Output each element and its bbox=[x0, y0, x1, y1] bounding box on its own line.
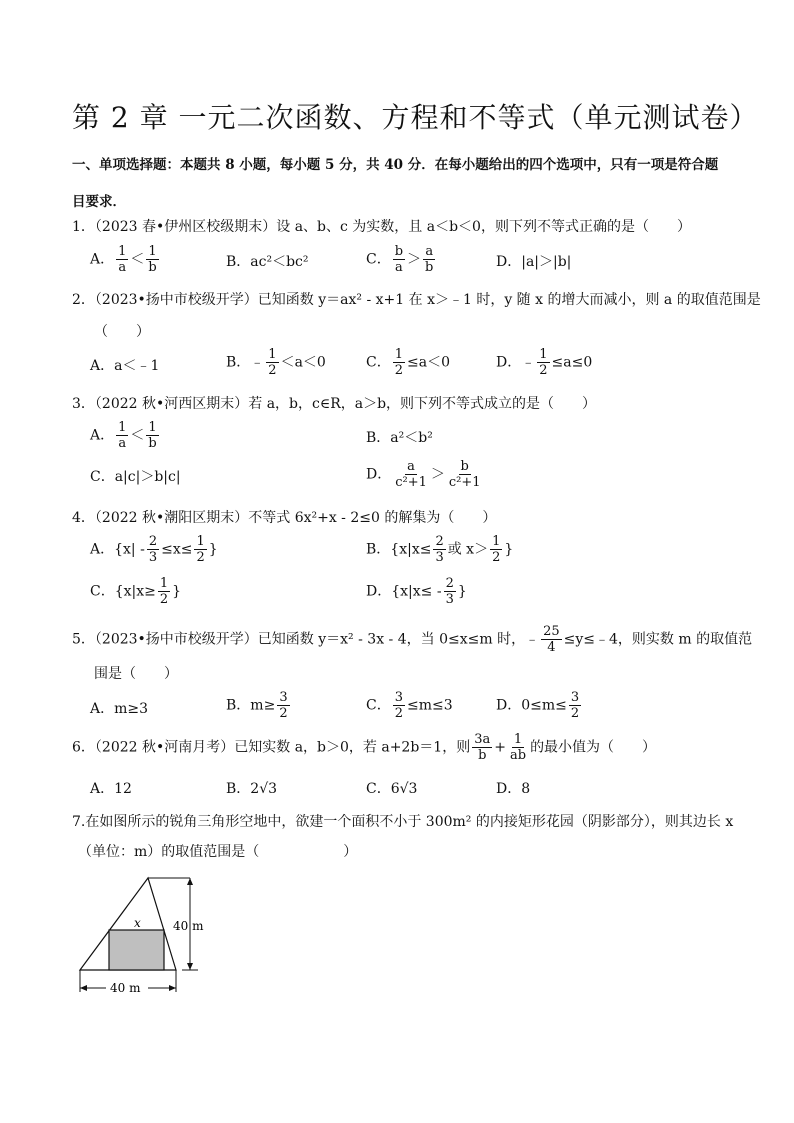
q1-option-b: B．ac²＜bc² bbox=[226, 254, 309, 270]
question-3-stem: 3．（2022 秋•河西区期末）若 a，b，c∈R，a＞b，则下列不等式成立的是（ ） bbox=[72, 396, 597, 412]
question-7-stem: 7.在如图所示的锐角三角形空地中，欲建一个面积不小于 300m² 的内接矩形花园（阴影部分），则其边长 x bbox=[72, 814, 734, 830]
question-4-stem: 4．（2022 秋•潮阳区期末）不等式 6x²+x - 2≤0 的解集为（ ） bbox=[72, 510, 497, 526]
q5-option-d: D．0≤m≤ $\frac{3}{2}$ bbox=[496, 690, 580, 721]
q3-option-d: D． $\frac{a}{\text{c²+1}}$ ＞ $\frac{b}{\text{c²+1}}$ bbox=[366, 459, 481, 490]
question-1-stem: 1．（2023 春•伊州区校级期末）设 a、b、c 为实数，且 a＜b＜0，则下列不等式正确的是（ ） bbox=[72, 219, 691, 235]
question-5-stem: 5．（2023•扬中市校级开学）已知函数 y＝x² - 3x - 4，当 0≤x≤m 时，﹣ $\frac{25}{4}$ ≤y≤﹣4，则实数 m 的取值范 bbox=[72, 624, 753, 655]
section-heading: 一、单项选择题：本题共 8 小题，每小题 5 分，共 40 分．在每小题给出的四个选项中，只有一项是符合题 bbox=[72, 157, 719, 173]
q6-option-b: B．2√3 bbox=[226, 781, 278, 797]
q4-option-a: A．{x| - $\frac{2}{3}$ ≤x≤ $\frac{1}{2}$ } bbox=[90, 534, 218, 565]
q3-option-a: A． $\frac{1}{a}$ ＜ $\frac{1}{b}$ bbox=[90, 420, 157, 451]
label-base: 40 m bbox=[110, 981, 141, 995]
q3-option-b: B．a²＜b² bbox=[366, 430, 433, 446]
question-2-stem-cont: （ ） bbox=[94, 324, 150, 340]
q5-option-c: C． $\frac{3}{2}$ ≤m≤3 bbox=[366, 690, 453, 721]
label-x: x bbox=[134, 916, 141, 930]
section-heading-cont: 目要求． bbox=[72, 194, 126, 210]
q2-option-d: D．﹣ $\frac{1}{2}$ ≤a≤0 bbox=[496, 347, 593, 378]
q3-option-c: C．a|c|＞b|c| bbox=[90, 469, 181, 485]
question-2-stem: 2．（2023•扬中市校级开学）已知函数 y＝ax² - x+1 在 x＞﹣1 时，y 随 x 的增大而减小，则 a 的取值范围是 bbox=[72, 292, 761, 308]
q4-option-b: B．{x|x≤ $\frac{2}{3}$ 或 x＞ $\frac{1}{2}$ } bbox=[366, 534, 514, 565]
page-title: 第 2 章 一元二次函数、方程和不等式（单元测试卷） bbox=[72, 101, 759, 134]
q2-option-b: B．﹣ $\frac{1}{2}$ ＜a＜0 bbox=[226, 347, 326, 378]
question-6-stem: 6．（2022 秋•河南月考）已知实数 a，b＞0，若 a+2b＝1，则 $\frac{3a}{b}$ + $\frac{1}{ab}$ 的最小值为（ ） bbox=[72, 732, 657, 763]
q4-option-d: D．{x|x≤ - $\frac{2}{3}$ } bbox=[366, 576, 467, 607]
shaded-rectangle bbox=[109, 930, 164, 970]
q1-option-c: C． $\frac{b}{a}$ ＞ $\frac{a}{b}$ bbox=[366, 244, 434, 275]
triangle-figure bbox=[72, 868, 222, 998]
q5-option-b: B．m≥ $\frac{3}{2}$ bbox=[226, 690, 288, 721]
q2-option-a: A．a＜﹣1 bbox=[90, 358, 160, 374]
label-height: 40 m bbox=[173, 919, 204, 933]
q6-option-c: C．6√3 bbox=[366, 781, 418, 797]
q6-option-a: A．12 bbox=[90, 781, 132, 797]
question-7-stem-cont: （单位：m）的取值范围是（ ） bbox=[78, 844, 358, 860]
q1-option-d: D．|a|＞|b| bbox=[496, 254, 572, 270]
q5-option-a: A．m≥3 bbox=[90, 701, 149, 717]
q2-option-c: C． $\frac{1}{2}$ ≤a＜0 bbox=[366, 347, 450, 378]
question-5-stem-cont: 围是（ ） bbox=[94, 666, 178, 682]
q4-option-c: C．{x|x≥ $\frac{1}{2}$ } bbox=[90, 576, 182, 607]
q1-option-a: A． $\frac{1}{a}$ ＜ $\frac{1}{b}$ bbox=[90, 244, 157, 275]
q6-option-d: D．8 bbox=[496, 781, 531, 797]
